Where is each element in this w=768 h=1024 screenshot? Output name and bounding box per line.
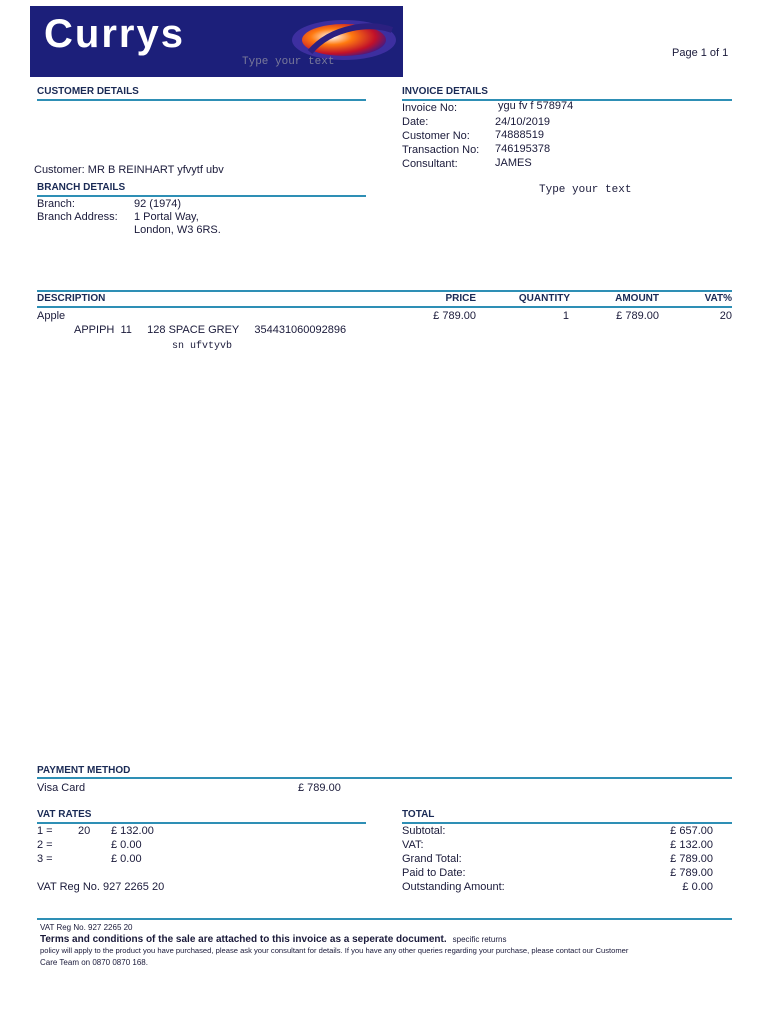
item-price: £ 789.00: [433, 310, 476, 322]
vat-reg-number: VAT Reg No. 927 2265 20: [37, 881, 165, 893]
branch-details-rule: [37, 195, 366, 197]
customer-details-rule: [37, 99, 366, 101]
footer-terms: [40, 933, 506, 945]
subtotal-label: Subtotal:: [402, 825, 446, 837]
vat-rate-code-3: 3 =: [37, 853, 53, 865]
brand-name: Currys: [44, 12, 185, 56]
page-info: Page 1 of 1: [672, 47, 729, 59]
currys-logo: [30, 6, 403, 77]
customer-no-label: Customer No:: [402, 130, 470, 142]
vat-rate-amount-1: £ 132.00: [111, 825, 154, 837]
footer-terms-tail: specific returns: [452, 935, 507, 944]
total-heading: TOTAL: [402, 809, 435, 820]
invoice-no-label: Invoice No:: [402, 102, 458, 114]
branch-details-heading: BRANCH DETAILS: [37, 182, 126, 193]
branch-value: 92 (1974): [134, 198, 182, 210]
col-vat: VAT%: [704, 293, 732, 304]
transaction-no-value: 746195378: [495, 143, 551, 155]
vat-rate-amount-2: £ 0.00: [111, 839, 142, 851]
consultant-value: JAMES: [495, 157, 532, 169]
vat-total-label: VAT:: [402, 839, 424, 851]
footer-policy-line2: Care Team on 0870 0870 168.: [40, 958, 148, 967]
outstanding-value: £ 0.00: [682, 881, 713, 893]
item-vat: 20: [719, 310, 732, 322]
col-quantity: QUANTITY: [518, 293, 570, 304]
vat-rates-rule: [37, 822, 366, 824]
branch-address-line1: 1 Portal Way,: [134, 211, 199, 223]
customer-details-heading: CUSTOMER DETAILS: [37, 86, 139, 97]
invoice-placeholder-text: Type your text: [539, 184, 632, 196]
vat-rate-percent-1: 20: [78, 825, 91, 837]
transaction-no-label: Transaction No:: [402, 144, 480, 156]
invoice-no-value: ygu fv f 578974: [498, 100, 574, 112]
item-detail: APPIPH 11 128 SPACE GREY 354431060092896: [74, 324, 347, 336]
vat-total-value: £ 132.00: [670, 839, 713, 851]
col-price: PRICE: [445, 293, 476, 304]
payment-method-heading: PAYMENT METHOD: [37, 765, 131, 776]
items-table-top-rule: [37, 290, 732, 292]
customer-no-value: 74888519: [495, 129, 544, 141]
logo-placeholder-text: Type your text: [242, 56, 335, 68]
subtotal-value: £ 657.00: [670, 825, 713, 837]
invoice-details-heading: INVOICE DETAILS: [402, 86, 488, 97]
item-serial: sn ufvtyvb: [172, 341, 233, 352]
payment-method-value: Visa Card: [37, 782, 86, 794]
branch-label: Branch:: [37, 198, 75, 210]
grand-total-label: Grand Total:: [402, 853, 462, 865]
payment-amount: £ 789.00: [298, 782, 341, 794]
footer-terms-bold: Terms and conditions of the sale are attached to this invoice as a seperate document.: [40, 934, 447, 945]
branch-address-line2: London, W3 6RS.: [134, 224, 221, 236]
consultant-label: Consultant:: [402, 158, 458, 170]
outstanding-label: Outstanding Amount:: [402, 881, 505, 893]
date-value: 24/10/2019: [495, 116, 551, 128]
col-description: DESCRIPTION: [37, 293, 106, 304]
items-table-header-rule: [37, 306, 732, 308]
paid-to-date-label: Paid to Date:: [402, 867, 466, 879]
date-label: Date:: [402, 116, 429, 128]
branch-address-label: Branch Address:: [37, 211, 118, 223]
vat-rates-heading: VAT RATES: [37, 809, 92, 820]
vat-rate-amount-3: £ 0.00: [111, 853, 142, 865]
footer-rule: [37, 918, 732, 920]
item-amount: £ 789.00: [616, 310, 659, 322]
vat-rate-code-1: 1 =: [37, 825, 53, 837]
payment-method-rule: [37, 777, 732, 779]
footer-vat-reg: VAT Reg No. 927 2265 20: [40, 923, 133, 932]
grand-total-value: £ 789.00: [670, 853, 713, 865]
paid-to-date-value: £ 789.00: [670, 867, 713, 879]
customer-name: Customer: MR B REINHART yfvytf ubv: [34, 164, 224, 176]
total-rule: [402, 822, 732, 824]
item-description: Apple: [37, 310, 66, 322]
vat-rate-code-2: 2 =: [37, 839, 53, 851]
col-amount: AMOUNT: [615, 293, 659, 304]
item-quantity: 1: [562, 310, 569, 322]
footer-policy-line1: policy will apply to the product you have purchased, please ask your consultant for details. If you have any other queries regarding your purchase, please contact our Customer: [40, 946, 629, 955]
